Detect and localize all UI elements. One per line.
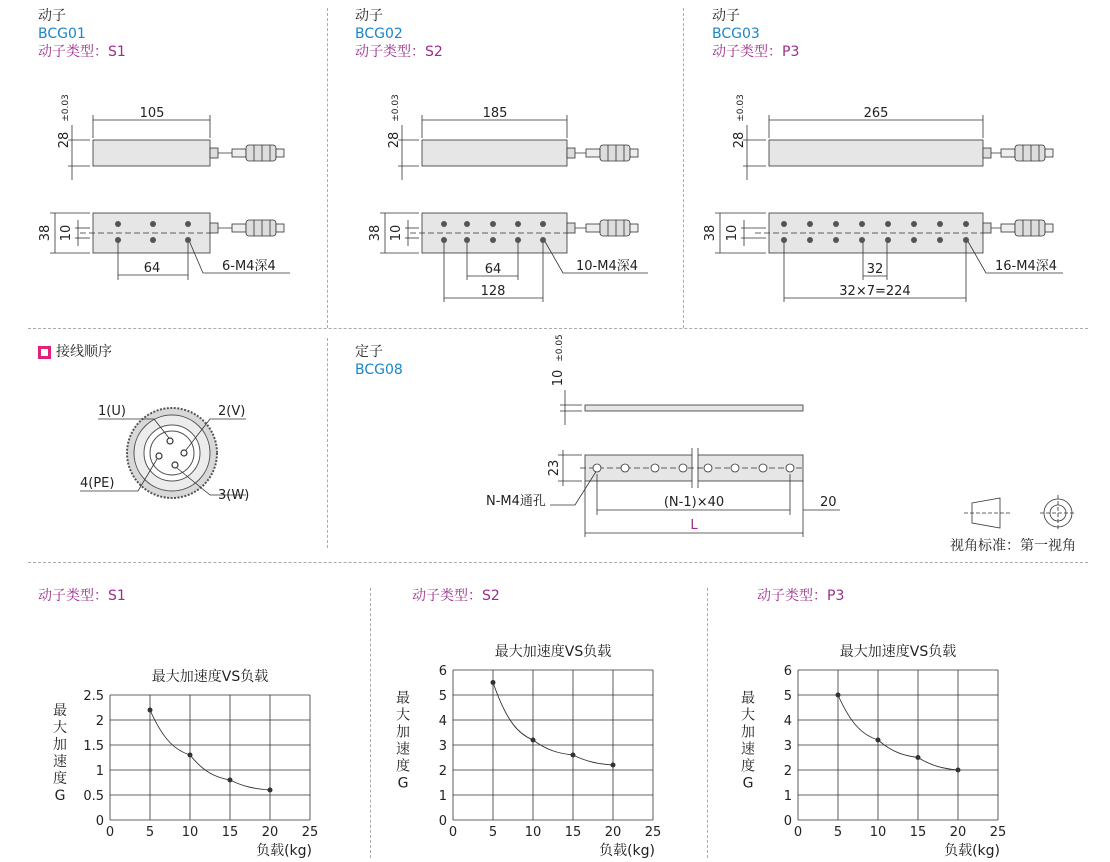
mover-3-length-dim: 265 [863,106,889,121]
y-axis-label-char: G [54,788,66,804]
stator-drawing [470,334,870,540]
y-tick-label: 1 [438,789,447,804]
y-tick-label: 0 [438,814,447,829]
y-tick-label: 0 [95,814,104,829]
data-point [148,708,153,713]
mover-2-pitch-dim: 64 [484,262,502,277]
mover-1-holes: 6-M4深4 [222,259,276,274]
mover-2-height-dim: 28 [387,131,402,149]
data-point [531,738,536,743]
mover-3-model: BCG03 [712,26,760,42]
x-tick-label: 15 [564,825,582,840]
mover-3-width-dim: 38 [703,224,718,242]
x-axis-label: 负载(kg) [944,843,1000,859]
data-point [611,763,616,768]
y-tick-label: 1 [95,764,104,779]
mover-1-length-dim: 105 [139,106,165,121]
x-tick-label: 25 [301,825,319,840]
y-axis-label-char: 速 [53,754,67,770]
mover-1-height-tol: ±0.03 [61,94,71,122]
bullet-icon [38,346,51,359]
mover-3-drawing [683,70,1083,310]
stator-height-tol: ±0.05 [555,334,565,362]
x-axis-label: 负载(kg) [256,843,312,859]
mover-1-type: 动子类型：S1 [38,44,126,60]
data-point [268,788,273,793]
mover-2-type: 动子类型：S2 [355,44,443,60]
stator-width-dim: 23 [547,459,562,477]
x-tick-label: 0 [105,825,115,840]
x-tick-label: 15 [909,825,927,840]
y-axis-label-char: 大 [396,707,410,724]
mover-3-title: 动子 [712,8,740,24]
x-tick-label: 5 [145,825,155,840]
stator-length-dim: L [690,518,698,533]
series-line [838,695,958,770]
x-tick-label: 10 [181,825,199,840]
data-point [188,753,193,758]
stator-title: 定子 [355,344,383,360]
x-tick-label: 25 [644,825,662,840]
stator-model: BCG08 [355,362,403,378]
chart-2 [396,630,700,860]
y-tick-label: 5 [438,689,447,704]
mover-1-height-dim: 28 [57,131,72,149]
y-tick-label: 2 [95,714,104,729]
mover-2-total-pitch-dim: 128 [480,284,506,299]
x-tick-label: 0 [793,825,803,840]
mover-2-offset-dim: 10 [389,224,404,242]
y-axis-label-char: G [397,775,409,792]
chart-title: 最大加速度VS负载 [494,644,612,660]
mover-1-model: BCG01 [38,26,86,42]
pin-2-label: 2(V) [218,404,246,419]
mover-3-type: 动子类型：P3 [712,44,800,60]
x-tick-label: 25 [989,825,1007,840]
y-axis-label-char: 加 [741,724,755,741]
x-tick-label: 0 [448,825,458,840]
stator-end-dim: 20 [820,495,837,510]
mover-1-pitch-dim: 64 [143,261,161,276]
mover-2-length-dim: 185 [482,106,508,121]
y-tick-label: 4 [438,714,447,729]
mover-2-holes: 10-M4深4 [576,259,638,274]
y-tick-label: 4 [783,714,792,729]
y-tick-label: 3 [783,739,792,754]
y-tick-label: 1.5 [83,739,104,754]
x-tick-label: 20 [261,825,279,840]
data-point [876,738,881,743]
mover-3-holes: 16-M4深4 [995,259,1057,274]
stator-holes: N-M4通孔 [486,494,546,509]
mover-3-height-dim: 28 [732,131,747,149]
chart-1 [40,655,340,860]
y-axis-label-char: 加 [396,724,410,741]
stator-pitch-dim: (N-1)×40 [663,495,725,510]
mover-3-offset-dim: 10 [725,224,740,242]
chart-title: 最大加速度VS负载 [151,669,269,685]
mover-2-model: BCG02 [355,26,403,42]
pin-4-label: 4(PE) [80,476,115,491]
y-axis-label-char: G [742,775,754,792]
data-point [491,680,496,685]
y-axis-label-char: 度 [741,758,755,775]
y-axis-label-char: 度 [396,758,410,775]
x-axis-label: 负载(kg) [599,843,655,859]
data-point [916,755,921,760]
y-axis-label-char: 度 [53,771,67,787]
connector-pinout-diagram [70,395,250,515]
mover-1-width-dim: 38 [38,224,53,242]
mover-2-width-dim: 38 [368,224,383,242]
chart-3-section: 动子类型：P3 [757,588,845,604]
first-angle-projection-icon [960,495,1090,535]
mover-1-drawing [0,70,330,310]
y-tick-label: 2 [783,764,792,779]
y-axis-label-char: 大 [53,720,67,736]
mover-2-height-tol: ±0.03 [391,94,401,122]
mover-2-title: 动子 [355,8,383,24]
mover-2-drawing [330,70,680,310]
y-tick-label: 5 [783,689,792,704]
chart-title: 最大加速度VS负载 [839,644,957,660]
x-tick-label: 20 [604,825,622,840]
y-axis-label-char: 速 [741,741,755,758]
stator-height-dim: 10 [551,369,566,387]
mover-1-title: 动子 [38,8,66,24]
y-axis-label-char: 加 [53,737,67,753]
mover-3-total-pitch-dim: 32×7=224 [839,284,911,299]
y-tick-label: 6 [783,664,792,679]
x-tick-label: 5 [833,825,843,840]
mover-3-height-tol: ±0.03 [736,94,746,122]
mover-3-pitch-dim: 32 [866,262,884,277]
y-axis-label-char: 速 [396,741,410,758]
x-tick-label: 20 [949,825,967,840]
chart-3 [741,630,1045,860]
pin-3-label: 3(W) [218,488,250,503]
y-axis-label-char: 最 [53,703,67,719]
y-tick-label: 6 [438,664,447,679]
data-point [571,753,576,758]
view-standard-label: 视角标准：第一视角 [950,538,1076,554]
y-tick-label: 0.5 [83,789,104,804]
data-point [956,768,961,773]
y-tick-label: 2 [438,764,447,779]
data-point [836,693,841,698]
pin-1-label: 1(U) [98,404,126,419]
series-line [150,710,270,790]
x-tick-label: 15 [221,825,239,840]
chart-1-section: 动子类型：S1 [38,588,126,604]
y-tick-label: 1 [783,789,792,804]
y-axis-label-char: 最 [741,690,755,707]
y-tick-label: 0 [783,814,792,829]
y-axis-label-char: 最 [396,690,410,707]
x-tick-label: 10 [524,825,542,840]
data-point [228,778,233,783]
mover-1-offset-dim: 10 [59,224,74,242]
wiring-title: 接线顺序 [56,344,112,360]
y-tick-label: 3 [438,739,447,754]
x-tick-label: 5 [488,825,498,840]
chart-2-section: 动子类型：S2 [412,588,500,604]
x-tick-label: 10 [869,825,887,840]
y-tick-label: 2.5 [83,689,104,704]
y-axis-label-char: 大 [741,707,755,724]
